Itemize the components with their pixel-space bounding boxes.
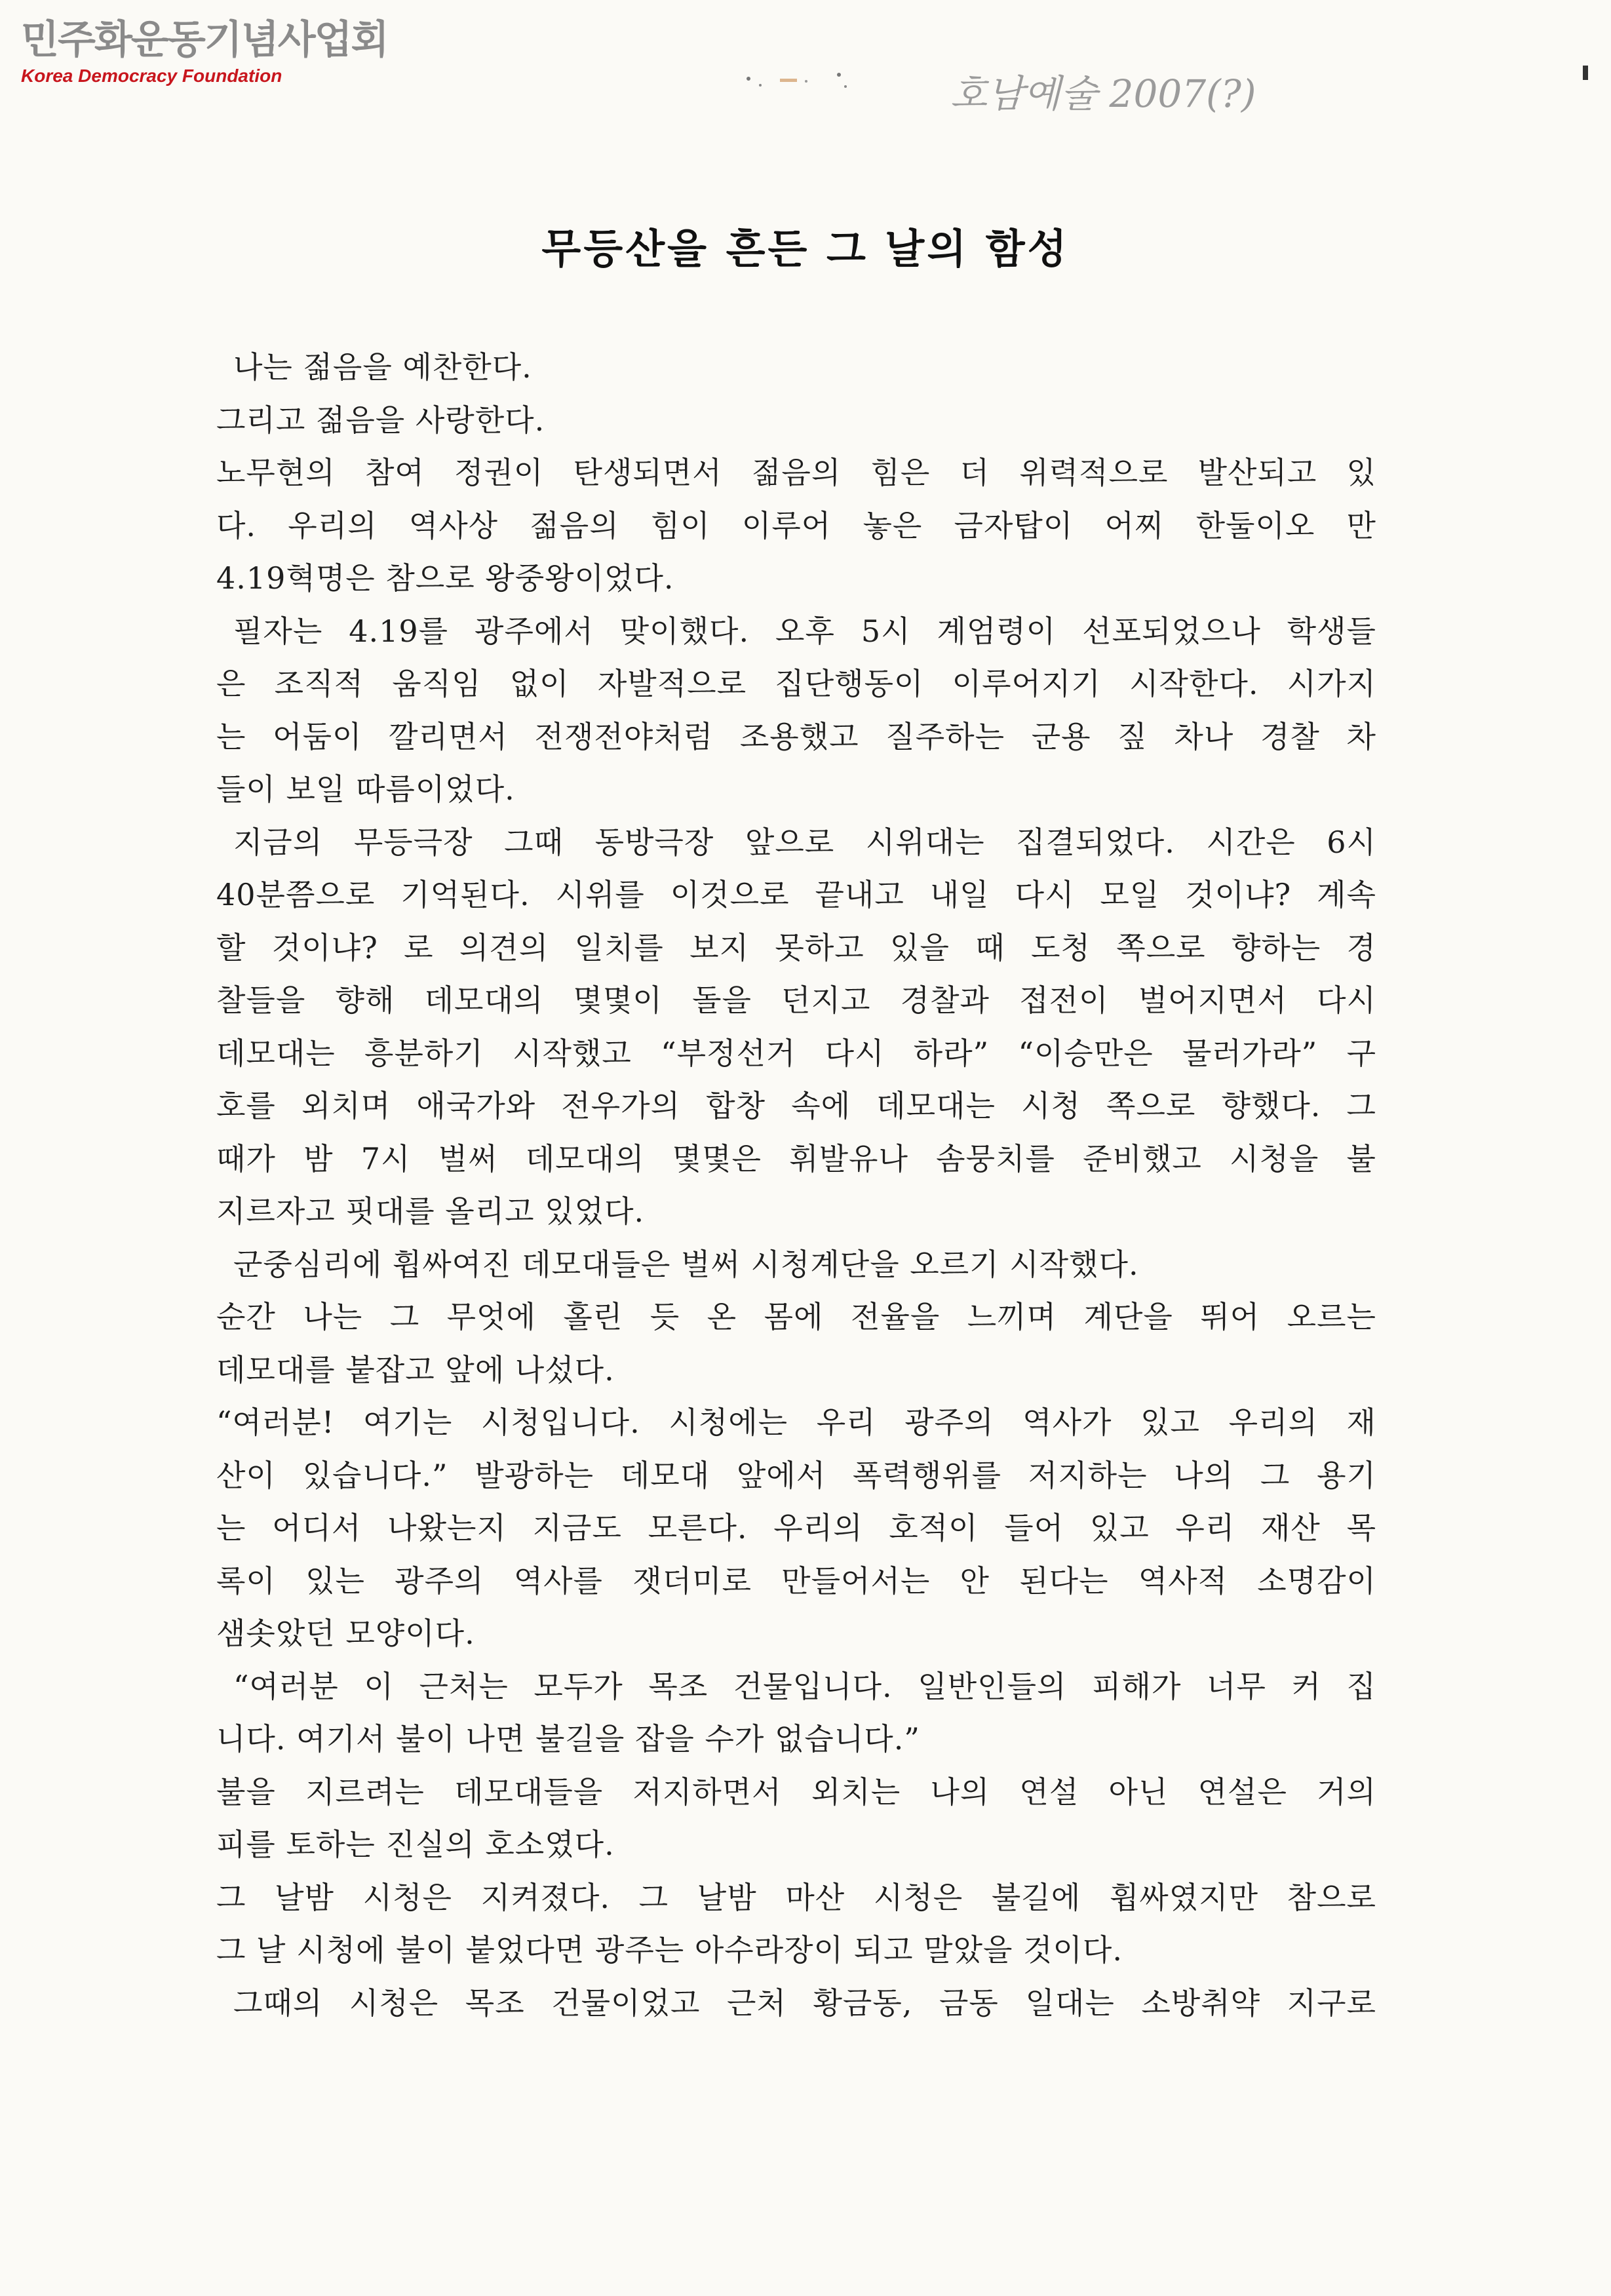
body-line: 데모대를 붙잡고 앞에 나섰다. bbox=[216, 1352, 615, 1388]
body-line: 호를 외치며 애국가와 전우가의 합창 속에 데모대는 시청 쪽으로 향했다. 그 bbox=[216, 1088, 1376, 1123]
body-line: 그때의 시청은 목조 건물이었고 근처 황금동, 금동 일대는 소방취약 지구로 bbox=[233, 1985, 1376, 2021]
body-line: “여러분! 여기는 시청입니다. 시청에는 우리 광주의 역사가 있고 우리의 재 bbox=[216, 1405, 1376, 1440]
body-line: 찰들을 향해 데모대의 몇몇이 돌을 던지고 경찰과 접전이 벌어지면서 다시 bbox=[216, 983, 1376, 1018]
foundation-logo bbox=[21, 17, 388, 87]
body-line: 는 어둠이 깔리면서 전쟁전야처럼 조용했고 질주하는 군용 짚 차나 경찰 차 bbox=[216, 718, 1376, 754]
body-line: 4.19혁명은 참으로 왕중왕이었다. bbox=[216, 560, 674, 596]
body-line: 때가 밤 7시 벌써 데모대의 몇몇은 휘발유나 솜뭉치를 준비했고 시청을 불 bbox=[216, 1140, 1376, 1177]
body-line: 필자는 4.19를 광주에서 맞이했다. 오후 5시 계엄령이 선포되었으나 학생들 bbox=[233, 613, 1376, 649]
body-line: “여러분 이 근처는 모두가 목조 건물입니다. 일반인들의 피해가 너무 커 집 bbox=[233, 1668, 1376, 1704]
body-line: 군중심리에 휩싸여진 데모대들은 벌써 시청계단을 오르기 시작했다. bbox=[233, 1246, 1139, 1282]
body-line: 그리고 젊음을 사랑한다. bbox=[216, 402, 545, 438]
body-line: 할 것이냐? 로 의견의 일치를 보지 못하고 있을 때 도청 쪽으로 향하는 경 bbox=[216, 929, 1376, 965]
body-line: 니다. 여기서 불이 나면 불길을 잡을 수가 없습니다.” bbox=[216, 1721, 920, 1757]
handwritten-note: 호남예술 2007(?) bbox=[950, 71, 1256, 116]
body-line: 순간 나는 그 무엇에 홀린 듯 온 몸에 전율을 느끼며 계단을 뛰어 오르는 bbox=[216, 1299, 1376, 1334]
body-line: 는 어디서 나왔는지 지금도 모른다. 우리의 호적이 들어 있고 우리 재산 목 bbox=[216, 1510, 1376, 1546]
body-line: 불을 지르려는 데모대들을 저지하면서 외치는 나의 연설 아닌 연설은 거의 bbox=[216, 1774, 1376, 1810]
body-line: 지금의 무등극장 그때 동방극장 앞으로 시위대는 집결되었다. 시간은 6시 bbox=[233, 824, 1376, 860]
body-line: 다. 우리의 역사상 젊음의 힘이 이루어 놓은 금자탑이 어찌 한둘이오 만 bbox=[216, 507, 1376, 543]
body-line: 피를 토하는 진실의 호소였다. bbox=[216, 1827, 615, 1862]
logo-korean-text: 민주화운동기념사업회 bbox=[21, 17, 388, 63]
scan-specks-icon bbox=[741, 66, 872, 98]
body-line: 들이 보일 따름이었다. bbox=[216, 771, 515, 807]
body-line: 산이 있습니다.” 발광하는 데모대 앞에서 폭력행위를 저지하는 나의 그 용기 bbox=[216, 1457, 1376, 1493]
body-line: 샘솟았던 모양이다. bbox=[216, 1616, 475, 1651]
body-line: 록이 있는 광주의 역사를 잿더미로 만들어서는 안 된다는 역사적 소명감이 bbox=[216, 1563, 1376, 1599]
body-line: 그 날밤 시청은 지켜졌다. 그 날밤 마산 시청은 불길에 휩싸였지만 참으로 bbox=[216, 1879, 1376, 1915]
document-title: 무등산을 흔든 그 날의 함성 bbox=[541, 225, 1070, 273]
body-line: 그 날 시청에 불이 붙었다면 광주는 아수라장이 되고 말았을 것이다. bbox=[216, 1932, 1123, 1968]
body-line: 은 조직적 움직임 없이 자발적으로 집단행동이 이루어지기 시작한다. 시가지 bbox=[216, 666, 1376, 701]
body-line: 나는 젊음을 예찬한다. bbox=[233, 349, 532, 385]
document-body bbox=[216, 341, 1376, 2029]
body-line: 데모대는 흥분하기 시작했고 “부정선거 다시 하라” “이승만은 물러가라” 구 bbox=[216, 1035, 1376, 1071]
body-line: 노무현의 참여 정권이 탄생되면서 젊음의 힘은 더 위력적으로 발산되고 있 bbox=[216, 455, 1376, 490]
body-line: 40분쯤으로 기억된다. 시위를 이것으로 끝내고 내일 다시 모일 것이냐? 계속 bbox=[216, 877, 1376, 912]
scan-edge-mark-icon bbox=[1581, 63, 1590, 83]
body-line: 지르자고 핏대를 올리고 있었다. bbox=[216, 1194, 645, 1229]
logo-english-text: Korea Democracy Foundation bbox=[21, 66, 282, 86]
